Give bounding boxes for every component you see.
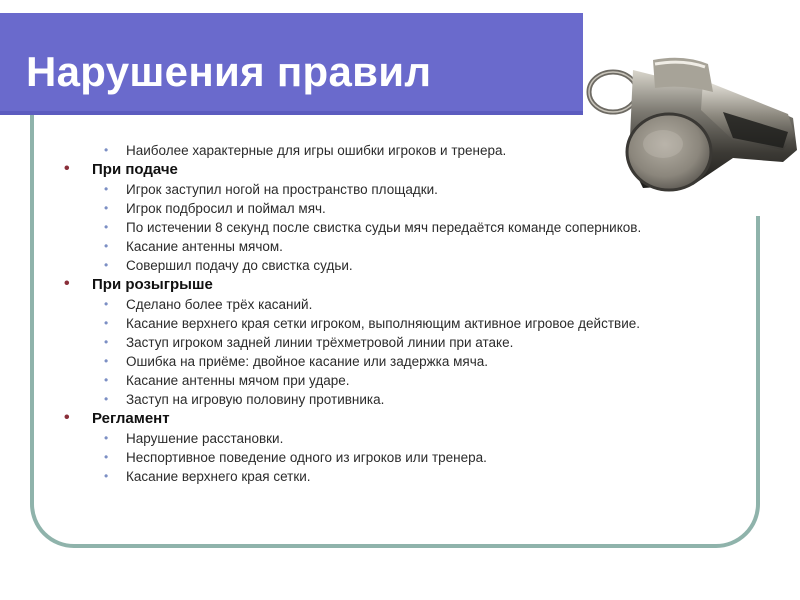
bullet-icon: • xyxy=(104,239,109,253)
list-item-text: Заступ игроком задней линии трёхметровой линии при атаке. xyxy=(126,335,514,350)
list-item-text: Наиболее характерные для игры ошибки игроков и тренера. xyxy=(126,143,507,158)
list-item-text: Игрок заступил ногой на пространство площадки. xyxy=(126,182,438,197)
list-item-text: Касание антенны мячом при ударе. xyxy=(126,373,350,388)
list-item-text: Нарушение расстановки. xyxy=(126,431,284,446)
bullet-icon: • xyxy=(104,431,109,445)
bullet-icon: • xyxy=(104,258,109,272)
list-item xyxy=(62,199,752,218)
bullet-icon: • xyxy=(104,450,109,464)
list-item xyxy=(62,390,752,409)
section-heading-text: Регламент xyxy=(92,410,170,427)
list-item-text: Касание антенны мячом. xyxy=(126,239,283,254)
title-bar xyxy=(0,13,583,115)
list-item xyxy=(62,371,752,390)
list-item-text: Неспортивное поведение одного из игроков или тренера. xyxy=(126,450,487,465)
list-item xyxy=(62,237,752,256)
bullet-icon: • xyxy=(64,409,70,426)
section-heading-text: При подаче xyxy=(92,161,178,178)
bullet-icon: • xyxy=(64,275,70,292)
bullet-icon: • xyxy=(104,469,109,483)
intro-item xyxy=(62,141,752,160)
list-item-text: Заступ на игровую половину противника. xyxy=(126,392,385,407)
bullet-icon: • xyxy=(104,316,109,330)
list-item-text: Игрок подбросил и поймал мяч. xyxy=(126,201,326,216)
slide-title: Нарушения правил xyxy=(26,48,432,95)
bullet-icon: • xyxy=(104,354,109,368)
list-item-text: По истечении 8 секунд после свистка судьи мяч передаётся команде соперников. xyxy=(126,220,642,235)
list-item-text: Касание верхнего края сетки игроком, выполняющим активное игровое действие. xyxy=(126,316,641,331)
section-heading-rally xyxy=(62,275,752,295)
bullet-icon: • xyxy=(104,335,109,349)
section-heading-regulations xyxy=(62,409,752,429)
section-heading-text: При розыгрыше xyxy=(92,276,213,293)
bullet-icon: • xyxy=(104,297,109,311)
list-item-text: Сделано более трёх касаний. xyxy=(126,297,313,312)
bullet-icon: • xyxy=(104,201,109,215)
list-item xyxy=(62,256,752,275)
list-item xyxy=(62,429,752,448)
bullet-icon: • xyxy=(104,143,109,157)
bullet-icon: • xyxy=(104,182,109,196)
content-list xyxy=(62,141,752,486)
list-item-text: Ошибка на приёме: двойное касание или задержка мяча. xyxy=(126,354,489,369)
bullet-icon: • xyxy=(104,373,109,387)
list-item xyxy=(62,467,752,486)
list-item xyxy=(62,352,752,371)
list-item xyxy=(62,180,752,199)
list-item xyxy=(62,333,752,352)
list-item xyxy=(62,448,752,467)
list-item xyxy=(62,295,752,314)
section-heading-serve xyxy=(62,160,752,180)
list-item xyxy=(62,218,752,237)
list-item xyxy=(62,314,752,333)
bullet-icon: • xyxy=(104,392,109,406)
list-item-text: Касание верхнего края сетки. xyxy=(126,469,311,484)
bullet-icon: • xyxy=(104,220,109,234)
list-item-text: Совершил подачу до свистка судьи. xyxy=(126,258,353,273)
bullet-icon: • xyxy=(64,160,70,177)
